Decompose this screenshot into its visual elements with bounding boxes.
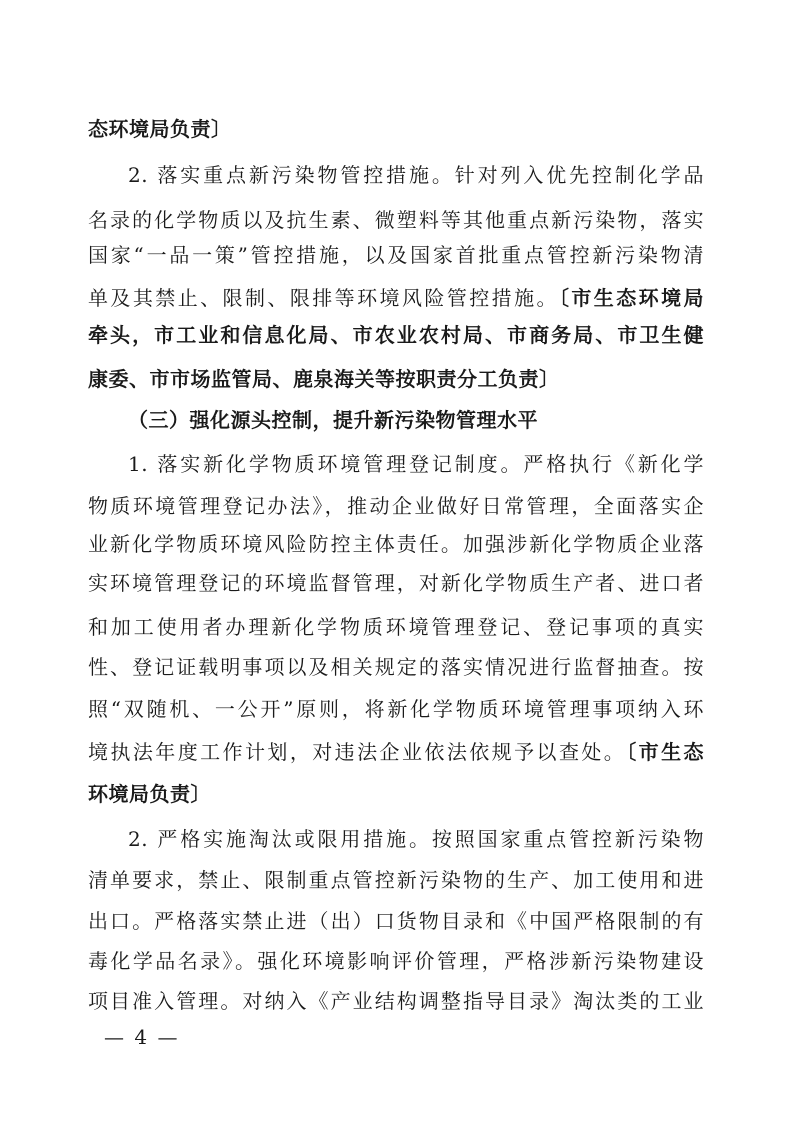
- text-line-20: [88, 904, 704, 938]
- text-span: 环境局负责〕: [88, 782, 211, 806]
- text-line-9: [128, 447, 704, 481]
- text-line-16: [88, 735, 704, 769]
- responsible-unit: 〔市生态: [626, 740, 705, 764]
- text-span: 2. 落实重点新污染物管控措施。针对列入优先控制化学品: [128, 163, 704, 187]
- text-span: 境执法年度工作计划，对违法企业依法依规予以查处。: [88, 740, 627, 764]
- page-number: — 4 —: [104, 1025, 180, 1049]
- text-span: 清单要求，禁止、限制重点管控新污染物的生产、加工使用和进: [88, 868, 704, 892]
- text-span: 项目准入管理。对纳入《产业结构调整指导目录》淘汰类的工业: [88, 989, 704, 1013]
- text-line-2: [128, 158, 704, 192]
- text-line-19: [88, 863, 704, 897]
- text-line-3: [88, 203, 704, 237]
- text-line-11: [88, 527, 704, 561]
- text-span: 单及其禁止、限制、限排等环境风险管控措施。: [88, 286, 559, 310]
- text-line-21: [88, 944, 704, 978]
- text-span: 出口。严格落实禁止进（出）口货物目录和《中国严格限制的有: [88, 909, 704, 933]
- text-line-5: [88, 281, 704, 315]
- text-span: 性、登记证载明事项以及相关规定的落实情况进行监督抽查。按: [88, 655, 704, 679]
- text-span: 和加工使用者办理新化学物质环境管理登记、登记事项的真实: [88, 615, 704, 639]
- text-line-18: [128, 822, 704, 856]
- text-line-22: [88, 984, 704, 1018]
- text-line-7: [88, 362, 704, 396]
- text-span: （三）强化源头控制，提升新污染物管理水平: [128, 408, 538, 432]
- text-line-14: [88, 650, 704, 684]
- text-line-15: [88, 692, 704, 726]
- text-span: 名录的化学物质以及抗生素、微塑料等其他重点新污染物，落实: [88, 208, 704, 232]
- text-span: 2. 严格实施淘汰或限用措施。按照国家重点管控新污染物: [128, 827, 704, 851]
- section-heading: [128, 403, 608, 437]
- text-line-6: [88, 318, 704, 352]
- text-line-12: [88, 566, 704, 600]
- text-span: 康委、市市场监管局、鹿泉海关等按职责分工负责〕: [88, 367, 560, 391]
- text-line-10: [88, 489, 704, 523]
- text-span: 毒化学品名录》。强化环境影响评价管理，严格涉新污染物建设: [88, 949, 704, 973]
- responsible-unit: 〔市生态环境局: [558, 286, 705, 310]
- text-span: 国家“一品一策”管控措施，以及国家首批重点管控新污染物清: [88, 243, 704, 267]
- text-line-17: [88, 777, 704, 811]
- text-span: 实环境管理登记的环境监督管理，对新化学物质生产者、进口者: [88, 571, 704, 595]
- text-line-1: [88, 112, 704, 146]
- text-span: 1. 落实新化学物质环境管理登记制度。严格执行《新化学: [128, 452, 704, 476]
- text-span: 牵头，市工业和信息化局、市农业农村局、市商务局、市卫生健: [88, 323, 704, 347]
- text-span: 物质环境管理登记办法》，推动企业做好日常管理，全面落实企: [88, 494, 704, 518]
- text-span: 照“双随机、一公开”原则，将新化学物质环境管理事项纳入环: [88, 697, 704, 721]
- text-span: 业新化学物质环境风险防控主体责任。加强涉新化学物质企业落: [88, 532, 704, 556]
- text-span: 态环境局负责〕: [88, 117, 232, 141]
- text-line-4: [88, 238, 704, 272]
- text-line-13: [88, 610, 704, 644]
